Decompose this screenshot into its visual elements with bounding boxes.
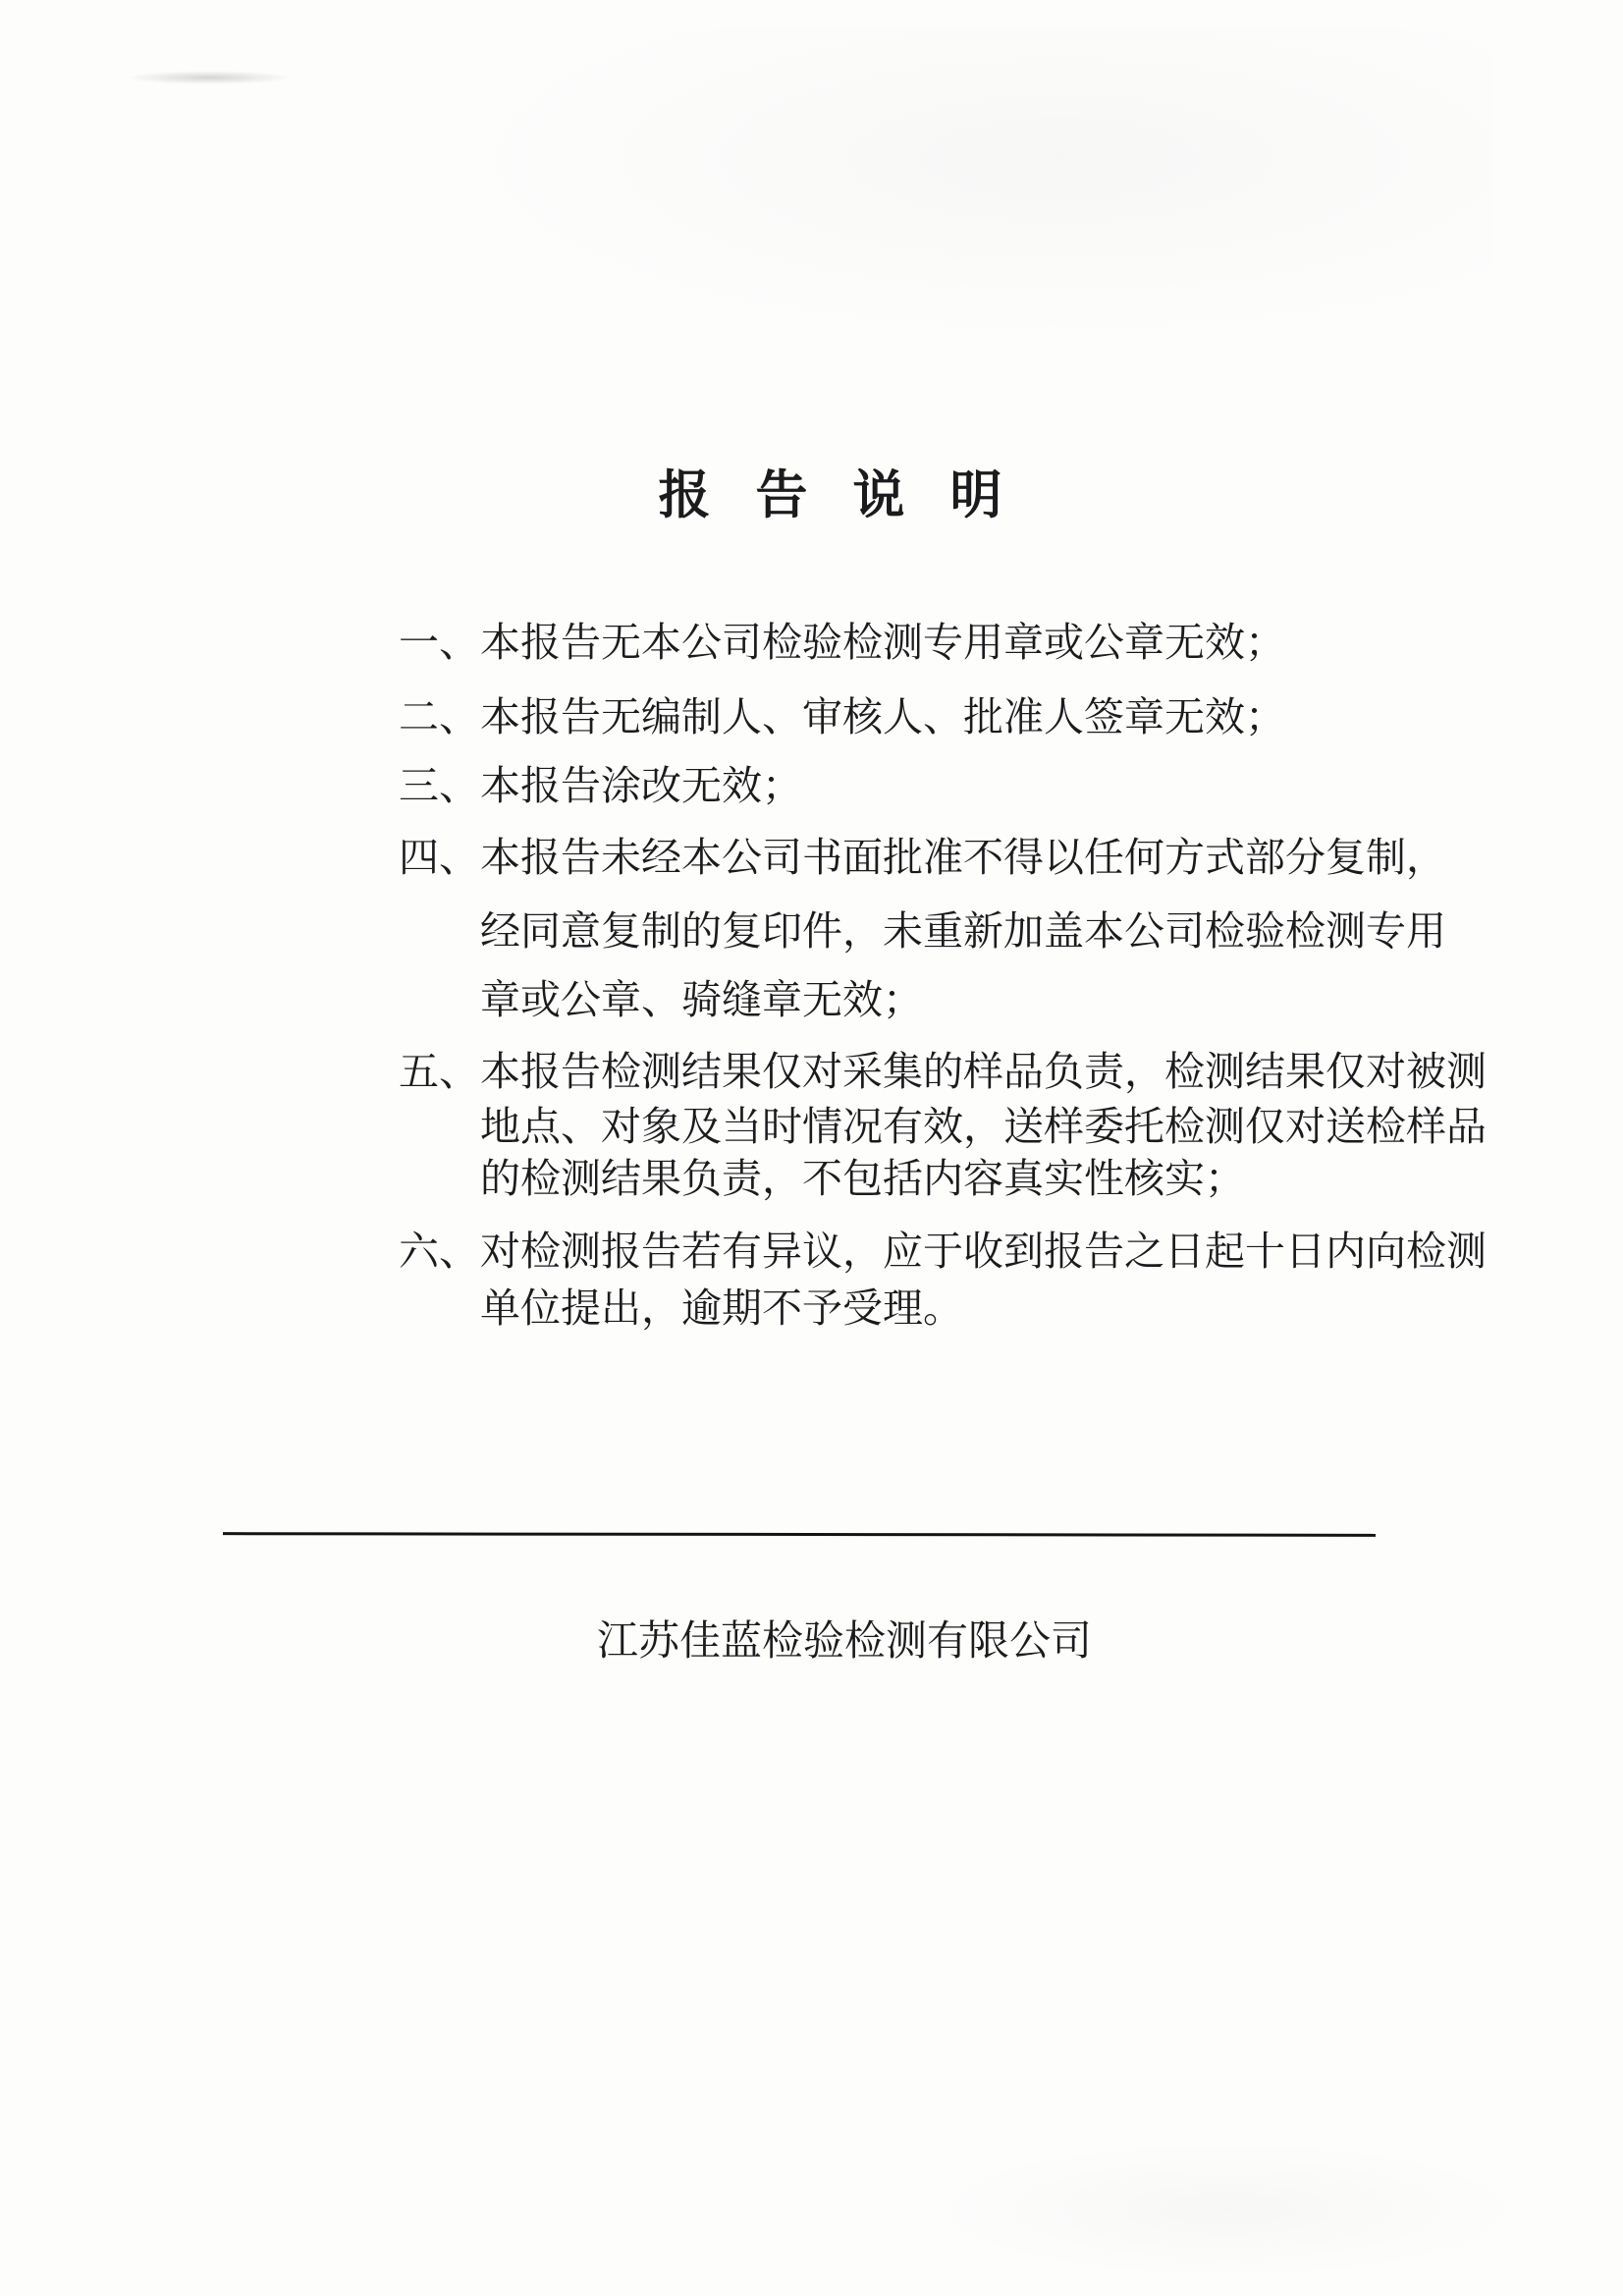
- note-line-text: 地点、对象及当时情况有效，送样委托检测仅对送检样品: [480, 1103, 1487, 1150]
- note-item-4: [399, 836, 1446, 879]
- company-name: 江苏佳蓝检验检测有限公司: [597, 1616, 1093, 1665]
- note-marker: 六、: [399, 1228, 479, 1275]
- note-line-text: 本报告未经本公司书面批准不得以任何方式部分复制，: [480, 834, 1446, 881]
- scan-smudge: [126, 71, 293, 84]
- scan-smudge: [933, 2141, 1522, 2278]
- note-item-3: [399, 764, 802, 807]
- note-marker: 四、: [399, 834, 479, 881]
- note-item-4-continuation: [480, 978, 923, 1021]
- scan-smudge: [412, 29, 1492, 354]
- note-marker: 三、: [399, 762, 479, 809]
- note-line-text: 本报告无本公司检验检测专用章或公章无效；: [480, 619, 1285, 666]
- note-item-5-continuation: [480, 1105, 1487, 1148]
- note-line-text: 本报告涂改无效；: [480, 762, 802, 809]
- note-item-6-continuation: [480, 1286, 963, 1330]
- note-item-4-continuation: [480, 909, 1446, 953]
- note-item-1: [399, 621, 1285, 664]
- note-line-text: 的检测结果负责，不包括内容真实性核实；: [480, 1155, 1245, 1202]
- note-item-6: [399, 1230, 1487, 1273]
- note-marker: 二、: [399, 693, 479, 740]
- note-marker: 一、: [399, 619, 479, 666]
- page-title: 报告说明: [658, 465, 1048, 525]
- note-item-5-continuation: [480, 1157, 1245, 1200]
- note-line-text: 经同意复制的复印件，未重新加盖本公司检验检测专用: [480, 907, 1446, 955]
- note-marker: 五、: [399, 1048, 479, 1095]
- note-line-text: 章或公章、骑缝章无效；: [480, 976, 923, 1023]
- note-line-text: 单位提出，逾期不予受理。: [480, 1285, 963, 1332]
- note-line-text: 本报告检测结果仅对采集的样品负责，检测结果仅对被测: [480, 1048, 1487, 1095]
- note-line-text: 对检测报告若有异议，应于收到报告之日起十日内向检测: [480, 1228, 1487, 1275]
- footer-divider: [223, 1532, 1376, 1537]
- note-line-text: 本报告无编制人、审核人、批准人签章无效；: [480, 693, 1285, 740]
- note-item-5: [399, 1050, 1487, 1093]
- note-item-2: [399, 695, 1285, 738]
